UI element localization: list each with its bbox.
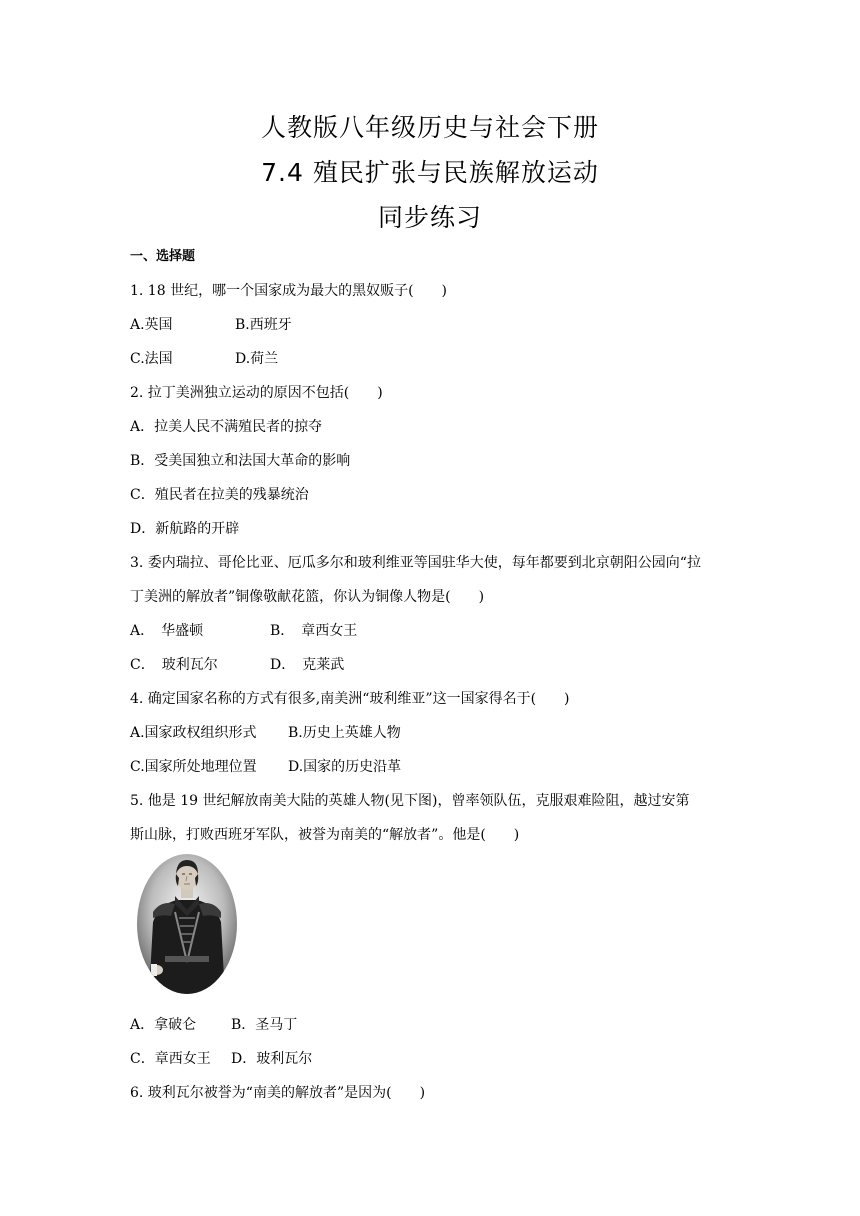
option-d: D．玻利瓦尔	[231, 1051, 313, 1067]
question-4-options-row1	[130, 723, 401, 743]
option-a: A.英国	[130, 317, 173, 333]
option-a: A． 华盛顿	[130, 623, 204, 639]
option-d: D.荷兰	[235, 351, 279, 367]
question-1-options-row2	[130, 349, 278, 369]
option-a: A．拿破仑	[130, 1017, 197, 1033]
question-2-stem: 2. 拉丁美洲独立运动的原因不包括( )	[130, 385, 383, 401]
option-c: C．章西女王	[130, 1051, 211, 1067]
question-3-stem-line1: 3. 委内瑞拉、哥伦比亚、厄瓜多尔和玻利维亚等国驻华大使，每年都要到北京朝阳公园向“拉	[130, 555, 701, 571]
document-subtitle: 7.4 殖民扩张与民族解放运动	[261, 158, 599, 187]
bolivar-portrait-image	[135, 852, 239, 996]
section-heading: 一、选择题	[130, 249, 196, 264]
document-title: 人教版八年级历史与社会下册	[260, 113, 599, 142]
question-5-options-row2	[130, 1049, 312, 1069]
option-b: B.历史上英雄人物	[288, 725, 401, 741]
question-5-stem-line2: 斯山脉，打败西班牙军队，被誉为南美的“解放者”。他是( )	[130, 827, 520, 843]
option-c: C.法国	[130, 351, 173, 367]
question-1-options-row1	[130, 315, 292, 335]
option-d: D.国家的历史沿革	[288, 759, 402, 775]
question-6-stem: 6. 玻利瓦尔被誉为“南美的解放者”是因为( )	[130, 1085, 426, 1101]
option-c: C．殖民者在拉美的残暴统治	[130, 487, 309, 503]
option-a: A．拉美人民不满殖民者的掠夺	[130, 419, 323, 435]
question-3-stem-line2: 丁美洲的解放者”铜像敬献花篮，你认为铜像人物是( )	[130, 589, 485, 605]
question-1-stem: 1. 18 世纪，哪一个国家成为最大的黑奴贩子( )	[130, 283, 447, 299]
option-d: D． 克莱武	[270, 657, 345, 673]
option-c: C． 玻利瓦尔	[130, 657, 218, 673]
option-b: B.西班牙	[235, 317, 292, 333]
question-3-options-row1	[130, 621, 357, 641]
option-d: D．新航路的开辟	[130, 521, 240, 537]
option-b: B．圣马丁	[231, 1017, 298, 1033]
option-a: A.国家政权组织形式	[130, 725, 257, 741]
option-b: B．受美国独立和法国大革命的影响	[130, 453, 351, 469]
question-4-stem: 4. 确定国家名称的方式有很多,南美洲“玻利维亚”这一国家得名于( )	[130, 691, 570, 707]
question-5-stem-line1: 5. 他是 19 世纪解放南美大陆的英雄人物(见下图)，曾率领队伍，克服艰难险阻，越过安第	[130, 793, 690, 809]
option-b: B． 章西女王	[270, 623, 358, 639]
question-3-options-row2	[130, 655, 344, 675]
option-c: C.国家所处地理位置	[130, 759, 257, 775]
document-subtitle-exercise: 同步练习	[377, 203, 482, 232]
question-5-options-row1	[130, 1015, 297, 1035]
question-4-options-row2	[130, 757, 401, 777]
